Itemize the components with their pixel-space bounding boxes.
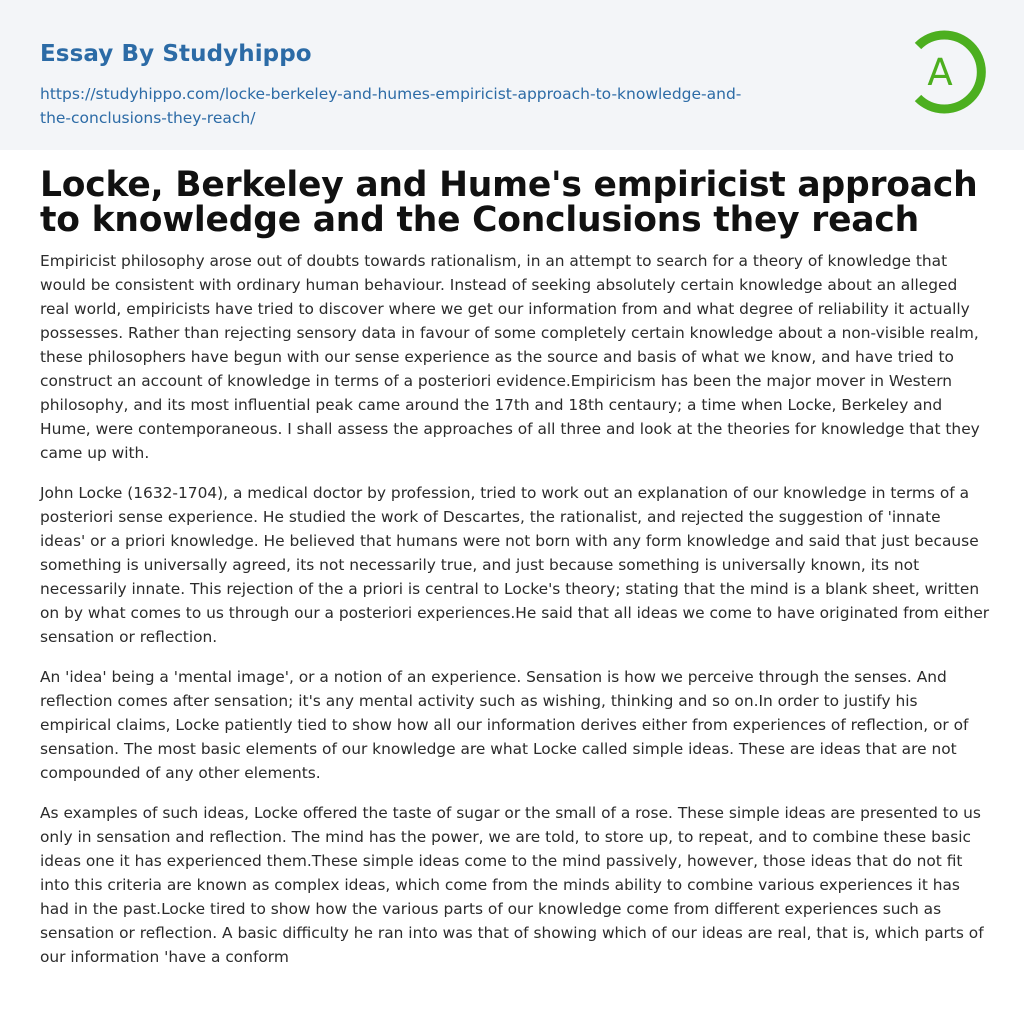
source-url-line-2[interactable]: the-conclusions-they-reach/ xyxy=(40,109,256,127)
studyhippo-logo-icon[interactable] xyxy=(908,28,988,116)
essay-paragraph: John Locke (1632-1704), a medical doctor by profession, tried to work out an explanation of our knowledge in terms of a posteriori sense experience. He studied the work of Descartes, the rationalist, and rejected the suggestion of 'innate ideas' or a priori knowledge. He believed that humans were not born with any form knowledge and said that just because something is universally agreed, its not necessarily true, and just because something is universally known, its not necessarily innate. This rejection of the a priori is central to Locke's theory; stating that the mind is a blank sheet, written on by what comes to us through our a posteriori experiences.He said that all ideas we come to have originated from either sensation or reflection. xyxy=(40,484,990,646)
site-header xyxy=(0,0,1024,150)
essay-title: Locke, Berkeley and Hume's empiricist approach to knowledge and the Conclusions they reach xyxy=(40,165,978,240)
essay-body xyxy=(40,249,990,985)
brand-title[interactable]: Essay By Studyhippo xyxy=(40,41,312,67)
source-url-line-1[interactable]: https://studyhippo.com/locke-berkeley-and-humes-empiricist-approach-to-knowledge-and- xyxy=(40,85,742,103)
logo-letter: A xyxy=(927,51,953,94)
essay-paragraph: As examples of such ideas, Locke offered the taste of sugar or the small of a rose. These simple ideas are presented to us only in sensation and reflection. The mind has the power, we are told, to store up, to repeat, and to combine these basic ideas one it has experienced them.These simple ideas come to the mind passively, however, those ideas that do not fit into this criteria are known as complex ideas, which come from the minds ability to combine various experiences it has had in the past.Locke tired to show how the various parts of our knowledge come from different experiences such as sensation or reflection. A basic difficulty he ran into was that of showing which of our ideas are real, that is, which parts of our information 'have a conform xyxy=(40,804,984,966)
source-url-link[interactable] xyxy=(40,82,820,130)
essay-paragraph: Empiricist philosophy arose out of doubts towards rationalism, in an attempt to search for a theory of knowledge that would be consistent with ordinary human behaviour. Instead of seeking absolutely certain knowledge about an alleged real world, empiricists have tried to discover where we get our information from and what degree of reliability it actually possesses. Rather than rejecting sensory data in favour of some completely certain knowledge about a non-visible realm, these philosophers have begun with our sense experience as the source and basis of what we know, and have tried to construct an account of knowledge in terms of a posteriori evidence.Empiricism has been the major mover in Western philosophy, and its most influential peak came around the 17th and 18th centaury; a time when Locke, Berkeley and Hume, were contemporaneous. I shall assess the approaches of all three and look at the theories for knowledge that they came up with. xyxy=(40,252,980,462)
essay-paragraph: An 'idea' being a 'mental image', or a notion of an experience. Sensation is how we perceive through the senses. And reflection comes after sensation; it's any mental activity such as wishing, thinking and so on.In order to justify his empirical claims, Locke patiently tied to show how all our information derives either from experiences of reflection, or of sensation. The most basic elements of our knowledge are what Locke called simple ideas. These are ideas that are not compounded of any other elements. xyxy=(40,668,969,782)
